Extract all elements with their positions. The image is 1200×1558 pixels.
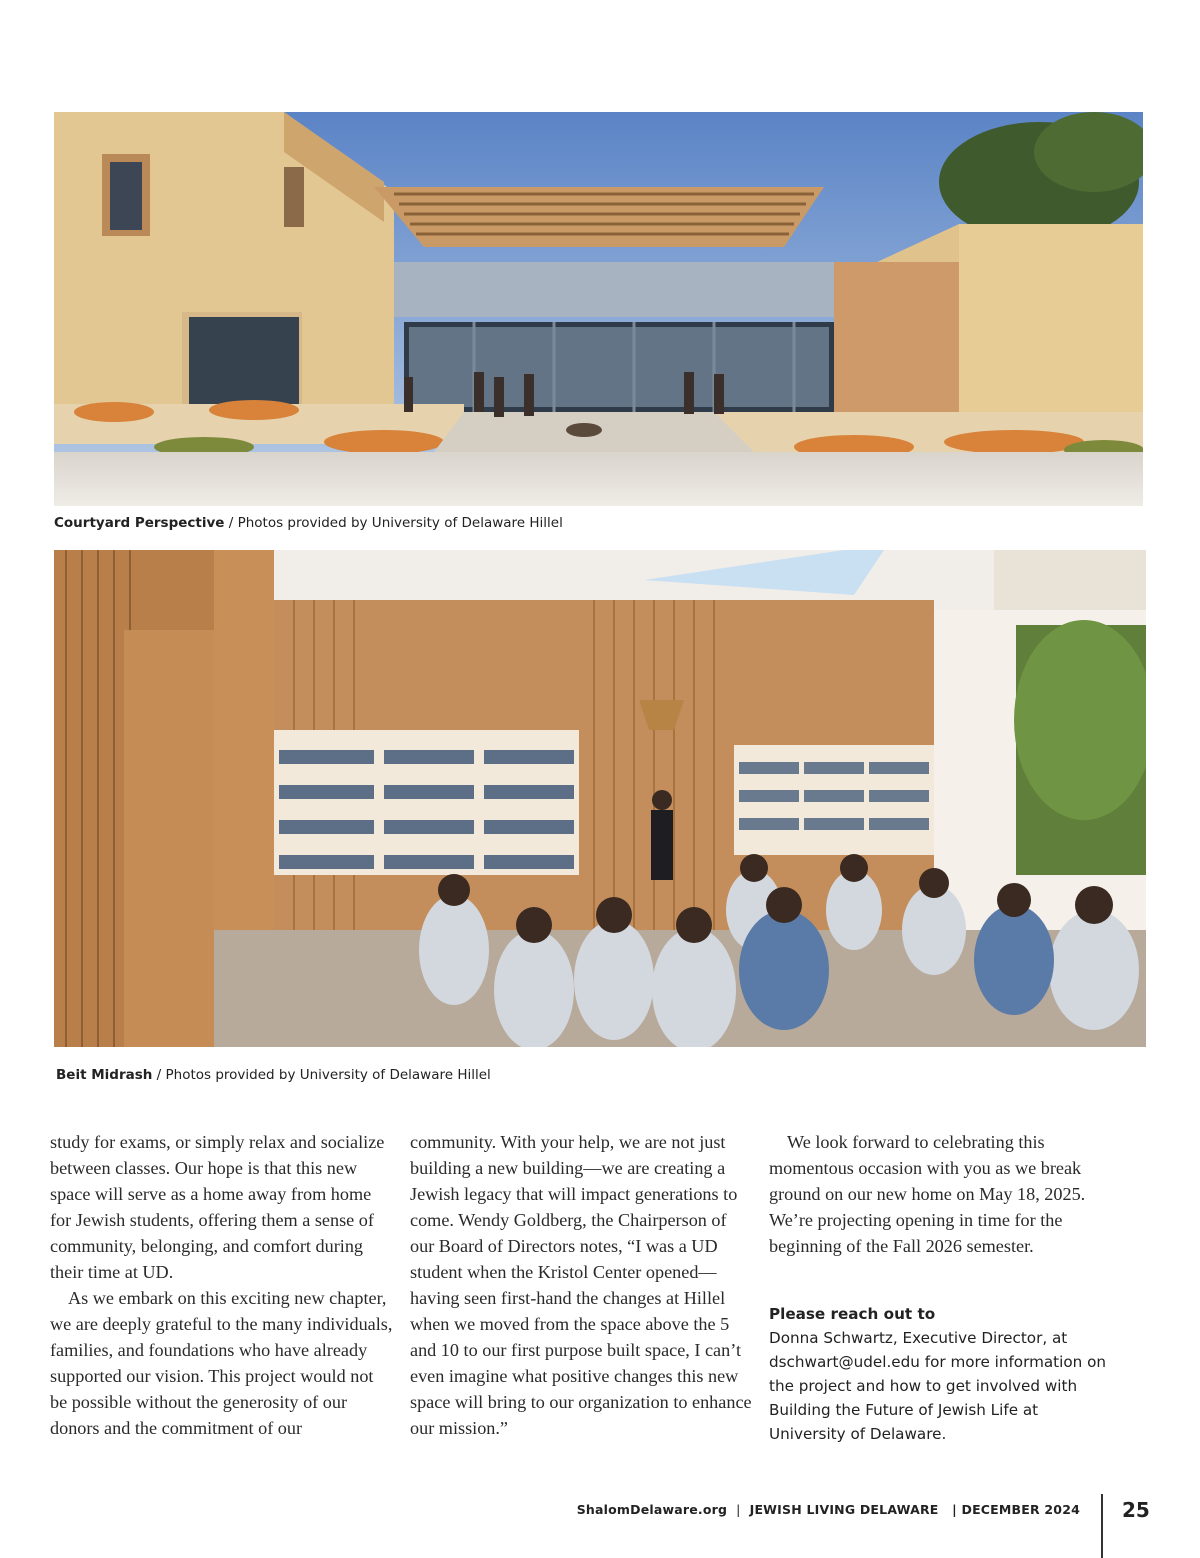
contact-heading: Please reach out to xyxy=(769,1305,936,1323)
footer-divider xyxy=(1101,1494,1103,1558)
beit-midrash-photo-caption xyxy=(56,1067,491,1083)
beit-midrash-photo xyxy=(54,550,1146,1047)
footer-separator: | xyxy=(736,1502,741,1517)
page-number: 25 xyxy=(1122,1498,1150,1522)
caption-title: Courtyard Perspective xyxy=(54,515,225,531)
footer-site: ShalomDelaware.org xyxy=(576,1502,728,1517)
article-column-3 xyxy=(769,1129,1114,1259)
footer-issue: | DECEMBER 2024 xyxy=(952,1502,1080,1517)
article-column-2 xyxy=(410,1129,755,1441)
contact-info xyxy=(769,1302,1114,1446)
courtyard-photo-caption xyxy=(54,515,563,531)
caption-credit: / Photos provided by University of Delaware Hillel xyxy=(224,515,563,531)
page-footer xyxy=(577,1502,1080,1517)
article-column-1 xyxy=(50,1129,395,1441)
article-paragraph: study for exams, or simply relax and socialize between classes. Our hope is that this new space will serve as a home away from home for Jewish students, offering them a sense of community, belonging, and comfort during their time at UD. xyxy=(50,1132,385,1282)
courtyard-perspective-photo xyxy=(54,112,1143,506)
footer-publication: JEWISH LIVING DELAWARE xyxy=(749,1502,939,1517)
article-paragraph: community. With your help, we are not just building a new building—we are creating a Jewish legacy that will impact generations to come. Wendy Goldberg, the Chairperson of our Board of Directors notes, “I was a UD student when the Kristol Center opened—having seen first-hand the changes at Hillel when we moved from the space above the 5 and 10 to our first purpose built space, I can’t even imagine what positive changes this new space will bring to our organization to enhance our mission.” xyxy=(410,1132,752,1438)
caption-title: Beit Midrash xyxy=(56,1067,153,1083)
article-paragraph: As we embark on this exciting new chapter, we are deeply grateful to the many individuals, families, and foundations who have already supported our vision. This project would not be possible without the generosity of our donors and the commitment of our xyxy=(50,1288,393,1438)
article-paragraph: We look forward to celebrating this momentous occasion with you as we break ground on our new home on May 18, 2025. We’re projecting opening in time for the beginning of the Fall 2026 semester. xyxy=(769,1132,1086,1256)
contact-body: Donna Schwartz, Executive Director, at dschwart@udel.edu for more information on the project and how to get involved with Building the Future of Jewish Life at University of Delaware. xyxy=(769,1329,1107,1443)
caption-credit: / Photos provided by University of Delaware Hillel xyxy=(152,1067,491,1083)
